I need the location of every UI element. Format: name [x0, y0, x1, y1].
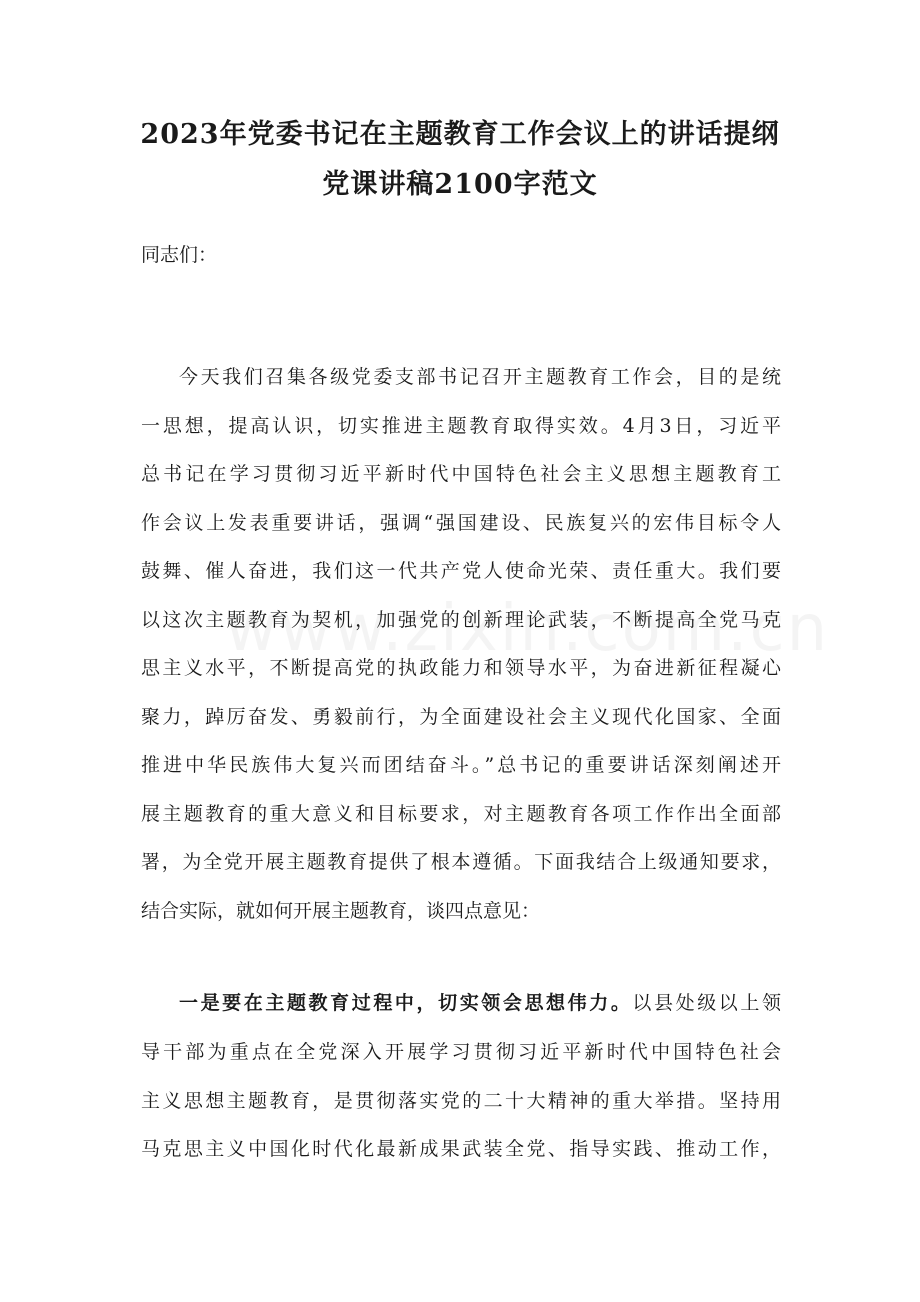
paragraph-line: 思主义水平，不断提高党的执政能力和领导水平，为奋进新征程凝心 — [141, 657, 781, 679]
point-one-heading: 一是要在主题教育过程中，切实领会思想伟力。 — [179, 992, 633, 1014]
document-title-line-2: 党课讲稿2100字范文 — [322, 169, 598, 200]
salutation: 同志们： — [141, 244, 218, 266]
paragraph-line: 展主题教育的重大意义和目标要求，对主题教育各项工作作出全面部 — [141, 802, 781, 825]
paragraph-line: 导干部为重点在全党深入开展学习贯彻习近平新时代中国特色社会 — [141, 1041, 781, 1063]
paragraph-line: 署，为全党开展主题教育提供了根本遵循。下面我结合上级通知要求， — [141, 851, 781, 873]
paragraph-line: 作会议上发表重要讲话，强调“强国建设、民族复兴的宏伟目标令人 — [141, 511, 781, 534]
paragraph-line — [179, 988, 781, 1018]
point-one-text: 以县处级以上领 — [632, 992, 781, 1014]
paragraph-line: 以这次主题教育为契机，加强党的创新理论武装，不断提高全党马克 — [141, 608, 781, 631]
paragraph-line: 马克思主义中国化时代化最新成果武装全党、指导实践、推动工作， — [141, 1138, 781, 1160]
paragraph-line: 聚力，踔厉奋发、勇毅前行，为全面建设社会主义现代化国家、全面 — [141, 705, 781, 728]
paragraph-line: 总书记在学习贯彻习近平新时代中国特色社会主义思想主题教育工 — [141, 463, 781, 485]
paragraph-line: 推进中华民族伟大复兴而团结奋斗。”总书记的重要讲话深刻阐述开 — [141, 754, 781, 776]
paragraph-line: 一思想，提高认识，切实推进主题教育取得实效。4月3日，习近平 — [141, 414, 781, 437]
paragraph-line: 今天我们召集各级党委支部书记召开主题教育工作会，目的是统 — [179, 366, 781, 388]
paragraph-line: 鼓舞、催人奋进，我们这一代共产党人使命光荣、责任重大。我们要 — [141, 560, 781, 582]
paragraph-line: 主义思想主题教育，是贯彻落实党的二十大精神的重大举措。坚持用 — [141, 1089, 781, 1112]
document-title-line-1: 2023年党委书记在主题教育工作会议上的讲话提纲 — [140, 119, 780, 150]
paragraph-line: 结合实际，就如何开展主题教育，谈四点意见： — [141, 899, 541, 922]
